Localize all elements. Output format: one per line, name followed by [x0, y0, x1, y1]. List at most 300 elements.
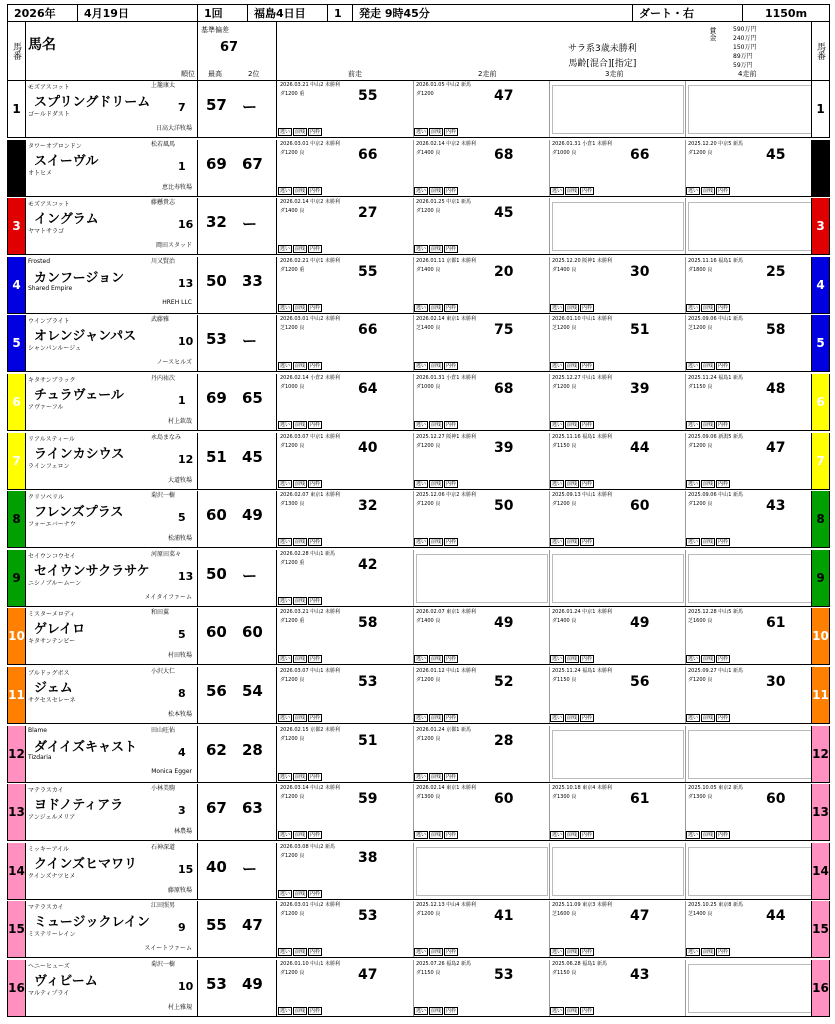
- entry-row: [7, 374, 830, 431]
- col-umaban: 馬番: [8, 22, 26, 80]
- race-cell-2: [414, 81, 550, 137]
- race-head: 2025.06.28 福島1 新馬: [552, 961, 607, 967]
- race-header: [7, 4, 830, 22]
- umaban-left: 1: [8, 81, 26, 137]
- tag-0: 逃い: [416, 656, 427, 663]
- tag-0: 逃い: [552, 480, 563, 487]
- tag-1: 前残: [295, 187, 306, 194]
- tag-2: 内枠: [582, 1008, 593, 1014]
- race-cell-3: [550, 843, 686, 899]
- dam-name: ゴールドダスト: [28, 111, 70, 118]
- race-cell-2: [414, 550, 550, 606]
- umaban-right: 5: [811, 315, 829, 371]
- horse-name[interactable]: ミュージックレイン: [34, 915, 150, 931]
- owner-name: 日高大洋牧場: [155, 125, 192, 132]
- horse-name[interactable]: クインズヒマワリ: [34, 856, 137, 872]
- col-prev1: 前走: [348, 70, 362, 78]
- course-day: 福島4日目: [248, 5, 328, 21]
- tag-0: 逃い: [688, 304, 699, 311]
- race-tags: [278, 948, 322, 956]
- second-figure: 28: [242, 740, 263, 759]
- race-cell-2: [414, 433, 550, 489]
- race-cell-1: [278, 140, 414, 196]
- tag-2: 内枠: [446, 187, 457, 194]
- race-tags: [414, 128, 458, 136]
- figures: [197, 608, 277, 664]
- tag-1: 前残: [295, 1008, 306, 1014]
- prize-label: 賞金: [709, 27, 717, 41]
- horse-name[interactable]: イングラム: [34, 212, 99, 228]
- race-figure: 30: [630, 263, 650, 280]
- empty-box: [688, 202, 820, 251]
- horse-name[interactable]: フレンズプラス: [34, 505, 124, 521]
- dam-name: フォーエバーナウ: [28, 521, 76, 529]
- race-cell-3: [550, 257, 686, 313]
- jockey-name: 上籠康太: [151, 82, 176, 89]
- tag-0: 逃い: [688, 422, 699, 428]
- tag-2: 内枠: [582, 832, 593, 839]
- race-figure: 61: [766, 615, 786, 632]
- horse-name[interactable]: ヴィビーム: [34, 974, 98, 989]
- race-cell-4: [686, 374, 813, 430]
- tag-0: 逃い: [552, 656, 563, 663]
- owner-name: 岡田スタッド: [155, 242, 192, 250]
- best-figure: 55: [206, 916, 227, 935]
- tag-0: 逃い: [280, 480, 291, 487]
- race-cell-1: [278, 784, 414, 840]
- race-cell-3: [550, 550, 686, 606]
- race-head: 2026.03.21 中山2 未勝利: [280, 82, 340, 88]
- column-header: [7, 22, 830, 81]
- race-tags: [550, 480, 594, 488]
- horse-info: [28, 726, 196, 782]
- tag-0: 逃い: [280, 422, 291, 428]
- tag-1: 前残: [431, 656, 442, 663]
- jockey-name: 松若風馬: [151, 140, 176, 148]
- race-tags: [550, 538, 594, 546]
- sire-name: ブルドッグボス: [28, 670, 70, 677]
- race-cond: ダ1200 良: [280, 735, 305, 742]
- race-cell-4: [686, 784, 813, 840]
- race-figure: 60: [766, 791, 786, 808]
- tag-0: 逃い: [688, 656, 699, 663]
- tag-0: 逃い: [280, 773, 291, 780]
- race-tags: [414, 362, 458, 370]
- race-head: 2025.10.25 東京8 新馬: [688, 902, 743, 909]
- dam-name: Shared Empire: [28, 284, 73, 292]
- tag-1: 前残: [431, 129, 442, 135]
- jockey-name: 武藤雅: [151, 316, 170, 324]
- entry-row: [7, 608, 830, 665]
- jockey-name: 永島まなみ: [151, 433, 182, 441]
- tag-1: 前残: [431, 539, 442, 546]
- race-head: 2026.02.14 中京2 未勝利: [416, 140, 476, 147]
- tag-2: 内枠: [446, 832, 457, 839]
- figures: [197, 374, 277, 430]
- horse-info: [28, 433, 196, 489]
- umaban-left: 7: [8, 433, 26, 489]
- figures: [197, 198, 277, 254]
- race-cond: ダ1200 良: [280, 677, 305, 683]
- best-figure: 50: [206, 271, 227, 290]
- race-cell-4: [686, 433, 813, 489]
- race-tags: [686, 655, 730, 663]
- tag-0: 逃い: [416, 773, 427, 780]
- horse-name[interactable]: オレンジャンパス: [34, 329, 137, 345]
- entry-row: [7, 257, 830, 314]
- sire-name: ヘニーヒューズ: [28, 963, 70, 970]
- race-cond: ダ1200 良: [280, 442, 305, 449]
- owner-name: メイタイファーム: [144, 593, 192, 601]
- tag-0: 逃い: [280, 246, 291, 253]
- umaban-right: 8: [811, 491, 829, 547]
- race-tags: [686, 948, 730, 956]
- race-tags: [278, 831, 322, 839]
- race-figure: 47: [630, 908, 650, 925]
- race-cond: ダ1400 良: [416, 266, 441, 273]
- umaban-left: 3: [8, 198, 26, 254]
- sire-name: Blame: [28, 726, 47, 734]
- tag-1: 前残: [295, 480, 306, 487]
- tag-0: 逃い: [280, 890, 291, 897]
- race-figure: 55: [358, 263, 378, 280]
- dam-name: クインズナツヒメ: [28, 872, 76, 880]
- horse-name[interactable]: ラインカシウス: [34, 446, 125, 462]
- tag-2: 内枠: [446, 949, 457, 956]
- horse-name[interactable]: カンフージョン: [34, 270, 125, 286]
- race-cond: ダ1200 重: [280, 559, 305, 566]
- race-class: [568, 42, 637, 72]
- second-figure: 45: [242, 447, 263, 466]
- tag-0: 逃い: [552, 1008, 563, 1014]
- dam-name: アンジェルメリア: [28, 814, 76, 822]
- horse-name[interactable]: スイーヴル: [34, 153, 99, 169]
- race-tags: [278, 128, 322, 136]
- race-cond: ダ1200 良: [552, 501, 577, 508]
- race-cond: ダ1300 良: [416, 794, 441, 801]
- second-figure: ー: [242, 215, 258, 234]
- race-cell-4: [686, 315, 813, 371]
- race-head: 2026.03.07 中京1 未勝利: [280, 433, 340, 440]
- race-tags: [278, 773, 322, 781]
- horse-info: [28, 374, 196, 430]
- tag-0: 逃い: [416, 304, 427, 311]
- tag-2: 内枠: [446, 480, 457, 487]
- race-head: 2026.01.05 中山2 新馬: [416, 82, 471, 88]
- tag-1: 前残: [567, 832, 578, 839]
- race-figure: 40: [358, 439, 378, 456]
- jockey-name: 川又賢治: [151, 257, 176, 265]
- race-cell-2: [414, 901, 550, 957]
- umaban-left: 14: [8, 843, 26, 899]
- sire-name: マテラスカイ: [28, 787, 64, 795]
- second-figure: 54: [242, 682, 263, 700]
- umaban-left: 11: [8, 667, 26, 723]
- race-cond: ダ1200 良: [280, 149, 305, 156]
- race-head: 2026.02.07 東京1 未勝利: [416, 609, 476, 616]
- tag-2: 内枠: [718, 715, 729, 721]
- tag-1: 前残: [567, 480, 578, 487]
- race-head: 2025.12.27 阪神1 未勝利: [416, 433, 476, 440]
- tag-2: 内枠: [718, 832, 729, 839]
- umaban-left: 4: [8, 257, 26, 313]
- race-head: 2026.01.11 京都1 未勝利: [416, 257, 476, 264]
- owner-name: 村田牧場: [167, 652, 192, 660]
- race-head: 2025.09.27 中山1 新馬: [688, 668, 743, 674]
- entry-row: [7, 726, 830, 783]
- race-head: 2025.11.24 福島1 新馬: [688, 375, 743, 381]
- race-figure: 68: [494, 146, 514, 163]
- tag-0: 逃い: [688, 363, 699, 370]
- tag-0: 逃い: [688, 715, 699, 721]
- tag-0: 逃い: [552, 832, 563, 839]
- race-head: 2026.03.01 中京2 未勝利: [280, 140, 340, 147]
- race-cell-3: [550, 491, 686, 547]
- race-cond: ダ1400 良: [280, 208, 305, 215]
- rank-value: 13: [178, 569, 194, 583]
- horse-name[interactable]: ジェム: [34, 681, 73, 696]
- race-cell-1: [278, 433, 414, 489]
- second-figure: 49: [242, 506, 263, 525]
- tag-1: 前残: [703, 187, 714, 194]
- year: 2026年: [8, 5, 78, 21]
- tag-1: 前残: [295, 890, 306, 897]
- tag-2: 内枠: [582, 480, 593, 487]
- empty-box: [552, 730, 684, 779]
- sire-name: モズアスコット: [28, 84, 70, 91]
- race-figure: 50: [494, 498, 514, 515]
- race-head: 2025.10.05 東京2 新馬: [688, 785, 743, 792]
- best-figure: 51: [206, 447, 227, 466]
- tag-1: 前残: [703, 422, 714, 428]
- empty-box: [416, 847, 548, 896]
- race-cond: ダ1200 良: [280, 852, 305, 859]
- race-cell-2: [414, 257, 550, 313]
- race-cond: ダ1200 良: [280, 970, 305, 976]
- tag-0: 逃い: [552, 363, 563, 370]
- race-head: 2026.02.28 中山1 新馬: [280, 550, 335, 557]
- race-cell-1: [278, 726, 414, 782]
- race-head: 2026.02.14 東京1 未勝利: [416, 785, 476, 792]
- tag-1: 前残: [431, 246, 442, 253]
- tag-0: 逃い: [552, 715, 563, 721]
- horse-name[interactable]: ヨドノティアラ: [34, 798, 124, 814]
- tag-2: 内枠: [446, 656, 457, 663]
- col-prev3: 3走前: [605, 70, 624, 78]
- race-head: 2026.01.24 中京1 未勝利: [552, 609, 612, 616]
- race-figure: 25: [766, 263, 786, 280]
- tag-1: 前残: [295, 832, 306, 839]
- jockey-name: 丹内祐次: [151, 375, 176, 382]
- col-prev2: 2走前: [478, 70, 497, 78]
- race-tags: [686, 421, 730, 429]
- race-cell-2: [414, 198, 550, 254]
- horse-info: [28, 608, 196, 664]
- rank-value: 5: [178, 511, 186, 525]
- empty-box: [688, 964, 820, 1013]
- race-figure: 64: [358, 381, 378, 397]
- tag-1: 前残: [567, 304, 578, 311]
- race-figure: 41: [494, 908, 514, 925]
- race-figure: 44: [630, 439, 650, 456]
- entry-row: [7, 550, 830, 607]
- race-cell-4: [686, 491, 813, 547]
- race-figure: 49: [494, 615, 514, 632]
- kai: 1回: [198, 5, 248, 21]
- umaban-left: 13: [8, 784, 26, 840]
- race-cond: ダ1200 良: [688, 501, 713, 508]
- rank-value: 1: [178, 159, 186, 173]
- umaban-right: 6: [811, 374, 829, 430]
- race-head: 2025.09.06 新潟5 新馬: [688, 433, 743, 440]
- tag-1: 前残: [567, 656, 578, 663]
- race-head: 2026.02.21 中京1 未勝利: [280, 257, 340, 264]
- race-cell-3: [550, 608, 686, 664]
- second-figure: 67: [242, 154, 263, 173]
- best-figure: 53: [206, 330, 227, 349]
- race-cell-4: [686, 960, 813, 1016]
- tag-0: 逃い: [552, 539, 563, 546]
- second-figure: 33: [242, 271, 263, 290]
- race-cond: ダ1200 良: [280, 911, 305, 918]
- tag-2: 内枠: [582, 715, 593, 721]
- race-cond: ダ1200 良: [688, 442, 713, 449]
- race-cell-2: [414, 843, 550, 899]
- kijun-value: 67: [220, 40, 239, 55]
- race-tags: [550, 655, 594, 663]
- tag-2: 内枠: [718, 480, 729, 487]
- race-cell-3: [550, 901, 686, 957]
- race-figure: 66: [630, 146, 650, 163]
- race-figure: 68: [494, 381, 514, 397]
- race-head: 2025.11.16 福島1 新馬: [688, 257, 743, 264]
- race-cond: ダ1200 重: [280, 618, 305, 625]
- tag-1: 前残: [295, 597, 306, 604]
- umaban-right: 12: [811, 726, 829, 782]
- race-tags: [686, 714, 730, 722]
- jockey-name: 田山旺佑: [151, 726, 176, 734]
- race-tags: [414, 245, 458, 253]
- horse-name[interactable]: ゲレイロ: [34, 622, 86, 638]
- figures: [197, 726, 277, 782]
- race-tags: [414, 480, 458, 488]
- tag-0: 逃い: [688, 187, 699, 194]
- jockey-name: 菊沢一樹: [151, 961, 176, 968]
- race-head: 2025.12.06 中京2 未勝利: [416, 492, 476, 499]
- horse-name[interactable]: セイウンサクラサケ: [34, 563, 150, 579]
- entry-row: [7, 667, 830, 724]
- figures: [197, 784, 277, 840]
- figures: [197, 960, 277, 1016]
- horse-info: [28, 784, 196, 840]
- race-head: 2025.11.16 福島1 未勝利: [552, 433, 612, 440]
- race-tags: [414, 714, 458, 722]
- race-cell-3: [550, 315, 686, 371]
- tag-1: 前残: [431, 773, 442, 780]
- race-figure: 51: [630, 322, 650, 339]
- horse-name[interactable]: スプリングドリーム: [34, 95, 151, 110]
- tag-2: 内枠: [446, 129, 457, 135]
- horse-name[interactable]: チュラヴェール: [34, 388, 124, 403]
- race-cell-3: [550, 784, 686, 840]
- race-cell-3: [550, 433, 686, 489]
- race-cell-4: [686, 257, 813, 313]
- race-figure: 66: [358, 322, 378, 339]
- entry-row: [7, 433, 830, 490]
- tag-1: 前残: [295, 363, 306, 370]
- best-figure: 32: [206, 213, 227, 232]
- race-figure: 66: [358, 146, 378, 163]
- tag-0: 逃い: [416, 1008, 427, 1014]
- race-tags: [278, 538, 322, 546]
- empty-box: [552, 202, 684, 251]
- tag-0: 逃い: [280, 304, 291, 311]
- race-figure: 59: [358, 791, 378, 808]
- sire-name: ウインブライト: [28, 318, 70, 326]
- race-cond: ダ1200 良: [416, 735, 441, 742]
- owner-name: 大道牧場: [167, 476, 192, 484]
- rank-value: 10: [178, 980, 194, 993]
- figures: [197, 667, 277, 723]
- tag-0: 逃い: [416, 363, 427, 370]
- jockey-name: 小沢大仁: [151, 668, 176, 675]
- race-figure: 56: [630, 674, 650, 690]
- race-head: 2026.01.31 小倉1 未勝利: [552, 140, 612, 147]
- race-tags: [278, 655, 322, 663]
- figures: [197, 315, 277, 371]
- tag-0: 逃い: [552, 949, 563, 956]
- tag-2: 内枠: [446, 715, 457, 721]
- jockey-name: 藤懸貴志: [151, 199, 176, 207]
- prize-5: 59万円: [733, 62, 753, 69]
- dam-name: オトヒメ: [28, 169, 53, 177]
- race-head: 2025.11.24 福島1 未勝利: [552, 668, 612, 674]
- tag-1: 前残: [295, 773, 306, 780]
- race-cell-1: [278, 843, 414, 899]
- race-tags: [414, 655, 458, 663]
- race-cond: ダ1150 良: [688, 384, 713, 390]
- tag-1: 前残: [703, 949, 714, 956]
- tag-2: 内枠: [582, 363, 593, 370]
- race-cell-2: [414, 491, 550, 547]
- race-tags: [278, 714, 322, 722]
- race-tags: [550, 362, 594, 370]
- race-head: 2026.01.24 京都1 新馬: [416, 726, 471, 733]
- race-cond: 芝1400 良: [416, 325, 441, 332]
- tag-0: 逃い: [416, 246, 427, 253]
- race-cell-4: [686, 608, 813, 664]
- race-head: 2025.09.06 中山1 新馬: [688, 316, 743, 323]
- tag-1: 前残: [567, 363, 578, 370]
- race-figure: 44: [766, 908, 786, 925]
- col-rank: 順位: [181, 70, 195, 78]
- race-cond: ダ1400 良: [416, 149, 441, 156]
- race-cond: 芝1200 良: [280, 325, 305, 332]
- horse-name[interactable]: ダイイズキャスト: [34, 739, 137, 755]
- race-cond: ダ1200 良: [552, 384, 577, 390]
- umaban-left: 6: [8, 374, 26, 430]
- race-cell-1: [278, 901, 414, 957]
- tag-0: 逃い: [280, 715, 291, 721]
- class-line1: サラ系3歳未勝利: [568, 44, 637, 54]
- race-tags: [278, 362, 322, 370]
- sire-name: マテラスカイ: [28, 904, 64, 912]
- race-tags: [686, 187, 730, 195]
- tag-1: 前残: [431, 949, 442, 956]
- race-cell-4: [686, 843, 813, 899]
- tag-0: 逃い: [416, 187, 427, 194]
- race-head: 2026.01.25 中京1 新馬: [416, 199, 471, 206]
